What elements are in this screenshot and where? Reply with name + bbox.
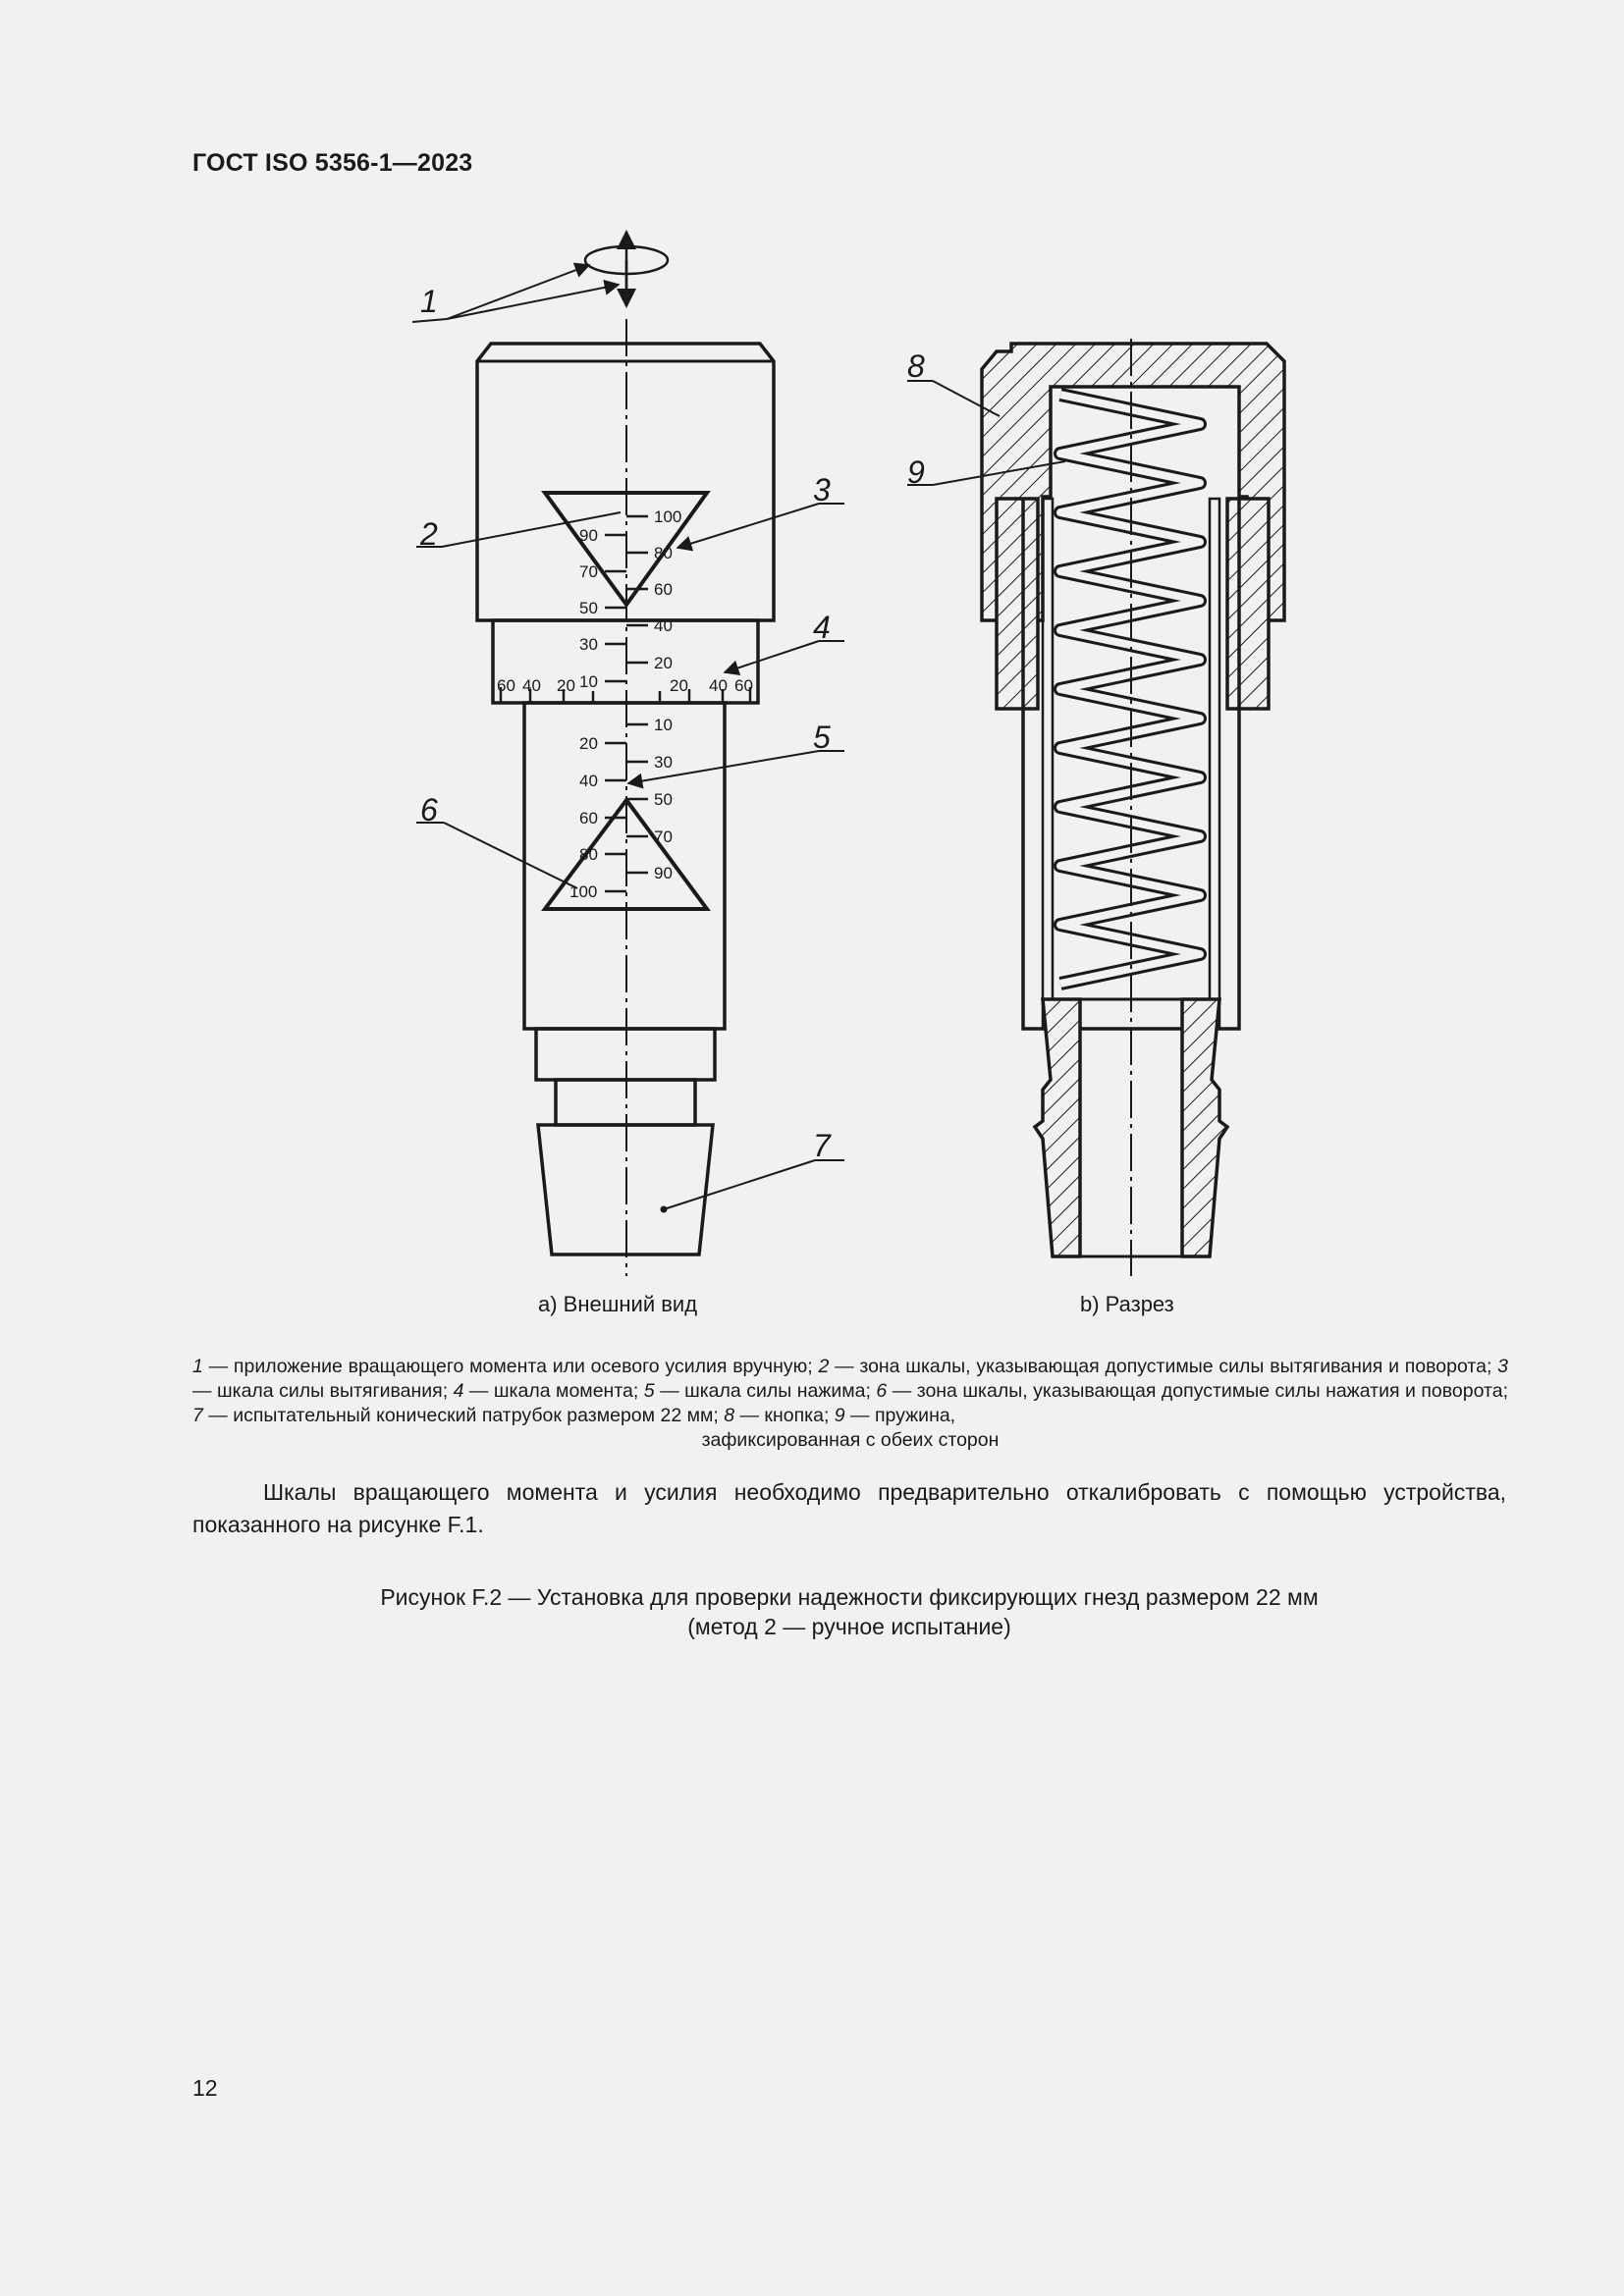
- torque-scale-label: 60: [497, 676, 515, 695]
- push-scale-label: 70: [654, 828, 673, 846]
- legend-text: — пружина,: [844, 1405, 956, 1426]
- figure-legend: [192, 1355, 1508, 1453]
- callout-5: 5: [813, 720, 831, 755]
- zone-top-label: 90: [579, 526, 598, 545]
- figure-caption-line-2: (метод 2 — ручное испытание): [687, 1614, 1011, 1639]
- legend-key: 1: [192, 1356, 203, 1377]
- push-scale-label: 90: [654, 864, 673, 882]
- zone-bottom-label: 60: [579, 809, 598, 828]
- zone-bottom-label: 100: [569, 882, 598, 901]
- callout-1: 1: [420, 284, 438, 319]
- legend-text: — шкала момента;: [463, 1380, 644, 1402]
- callout-2: 2: [420, 516, 438, 552]
- zone-top-label: 10: [579, 672, 598, 691]
- section-view-drawing: [907, 339, 1284, 1276]
- legend-text: — зона шкалы, указывающая допустимые силы нажатия и поворота;: [887, 1380, 1508, 1402]
- callout-4: 4: [813, 610, 831, 645]
- pull-scale-label: 60: [654, 580, 673, 599]
- legend-key: 4: [453, 1380, 464, 1402]
- zone-bottom-label: 40: [579, 772, 598, 790]
- legend-key: 7: [192, 1405, 203, 1426]
- legend-key: 6: [876, 1380, 888, 1402]
- zone-top-label: 50: [579, 599, 598, 617]
- torque-scale-label: 20: [670, 676, 688, 695]
- torque-scale-label: 40: [709, 676, 728, 695]
- callout-6: 6: [420, 792, 438, 828]
- body-paragraph: Шкалы вращающего момента и усилия необходимо предварительно откалибровать с помощью устройства, показанного на рисунке F.1.: [192, 1479, 1506, 1537]
- zone-top-label: 30: [579, 635, 598, 654]
- external-view-drawing: [412, 232, 844, 1276]
- torque-scale-label: 20: [557, 676, 575, 695]
- pull-scale-label: 40: [654, 616, 673, 635]
- callout-9: 9: [907, 454, 925, 490]
- push-scale-label: 10: [654, 716, 673, 734]
- torque-scale-label: 40: [522, 676, 541, 695]
- figure-caption-line-1: Рисунок F.2 — Установка для проверки надежности фиксирующих гнезд размером 22 мм: [380, 1584, 1319, 1610]
- body-outline: [524, 703, 725, 1029]
- legend-text: — испытательный конический патрубок размером 22 мм;: [202, 1405, 725, 1426]
- legend-key: 2: [818, 1356, 830, 1377]
- figure-caption: [192, 1582, 1506, 1641]
- callout-8: 8: [907, 348, 925, 384]
- push-scale-label: 30: [654, 753, 673, 772]
- legend-key: 8: [724, 1405, 735, 1426]
- legend-text: зафиксированная с обеих сторон: [701, 1429, 1000, 1451]
- page-number: 12: [192, 2075, 218, 2101]
- callout-7: 7: [813, 1128, 831, 1163]
- legend-text: — приложение вращающего момента или осевого усилия вручную;: [202, 1356, 819, 1377]
- pull-scale-label: 20: [654, 654, 673, 672]
- zone-bottom-label: 20: [579, 734, 598, 753]
- legend-text: — шкала силы вытягивания;: [192, 1380, 454, 1402]
- zone-bottom-label: 80: [579, 845, 598, 864]
- subcaption-section-view: b) Разрез: [1080, 1292, 1174, 1316]
- callout-3: 3: [813, 472, 831, 507]
- legend-text: — кнопка;: [734, 1405, 835, 1426]
- legend-key: 9: [834, 1405, 845, 1426]
- legend-text: — шкала силы нажима;: [654, 1380, 877, 1402]
- legend-key: 3: [1497, 1356, 1508, 1377]
- zone-top-label: 70: [579, 562, 598, 581]
- subcaption-external-view: а) Внешний вид: [538, 1292, 698, 1316]
- torque-scale-label: 60: [734, 676, 753, 695]
- pull-scale-label: 80: [654, 544, 673, 562]
- pull-scale-label: 100: [654, 507, 682, 526]
- legend-key: 5: [643, 1380, 655, 1402]
- legend-text: — зона шкалы, указывающая допустимые силы вытягивания и поворота;: [829, 1356, 1498, 1377]
- document-header: ГОСТ ISO 5356-1—2023: [192, 149, 473, 177]
- push-scale-label: 50: [654, 790, 673, 809]
